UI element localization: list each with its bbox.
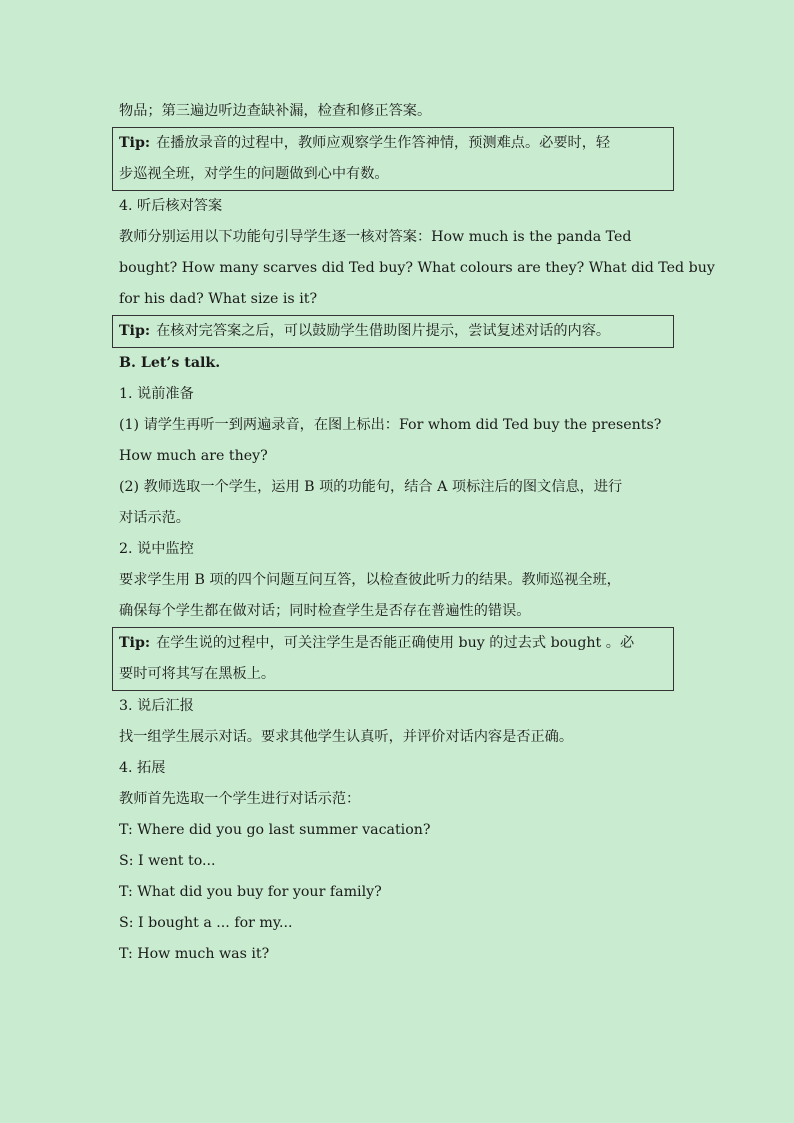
paragraph-line: (2) 教师选取一个学生，运用 B 项的功能句，结合 A 项标注后的图文信息，进行 (119, 479, 623, 495)
section-heading: B. Let’s talk. (119, 355, 221, 371)
paragraph-line: 确保每个学生都在做对话；同时检查学生是否存在普遍性的错误。 (119, 603, 531, 619)
tip-text: 在核对完答案之后，可以鼓励学生借助图片提示，尝试复述对话的内容。 (156, 323, 611, 339)
paragraph-line: 教师分别运用以下功能句引导学生逐一核对答案：How much is the panda Ted (119, 229, 632, 245)
tip-label: Tip: (119, 323, 151, 339)
step-heading: 1. 说前准备 (119, 386, 194, 402)
dialogue-line: T: What did you buy for your family? (119, 884, 382, 900)
tip-text: 步巡视全班，对学生的问题做到心中有数。 (119, 166, 389, 182)
tip-text: 在学生说的过程中，可关注学生是否能正确使用 buy 的过去式 bought 。必 (156, 635, 635, 651)
step-heading: 4. 听后核对答案 (119, 198, 223, 214)
tip-box-2 (112, 315, 674, 348)
tip-text: 要时可将其写在黑板上。 (119, 666, 276, 682)
dialogue-line: S: I bought a ... for my... (119, 915, 293, 931)
tip-box-3 (112, 627, 674, 691)
step-heading: 3. 说后汇报 (119, 698, 194, 714)
paragraph-line: 对话示范。 (119, 510, 190, 526)
paragraph-line: bought? How many scarves did Ted buy? What colours are they? What did Ted buy (119, 260, 715, 276)
dialogue-line: T: Where did you go last summer vacation? (119, 822, 431, 838)
document-page (119, 96, 715, 970)
paragraph-line: How much are they? (119, 448, 268, 464)
paragraph-line: 物品；第三遍边听边查缺补漏，检查和修正答案。 (119, 103, 432, 119)
dialogue-line: T: How much was it? (119, 946, 270, 962)
tip-label: Tip: (119, 635, 151, 651)
paragraph-line: 教师首先选取一个学生进行对话示范： (119, 791, 361, 807)
paragraph-line: (1) 请学生再听一到两遍录音，在图上标出：For whom did Ted buy the presents? (119, 417, 662, 433)
step-heading: 2. 说中监控 (119, 541, 194, 557)
tip-box-1 (112, 127, 674, 191)
tip-text: 在播放录音的过程中，教师应观察学生作答神情，预测难点。必要时，轻 (156, 135, 611, 151)
tip-label: Tip: (119, 135, 151, 151)
paragraph-line: 找一组学生展示对话。要求其他学生认真听，并评价对话内容是否正确。 (119, 729, 574, 745)
paragraph-line: for his dad? What size is it? (119, 291, 318, 307)
paragraph-line: 要求学生用 B 项的四个问题互问互答，以检查彼此听力的结果。教师巡视全班， (119, 572, 621, 588)
dialogue-line: S: I went to... (119, 853, 216, 869)
step-heading: 4. 拓展 (119, 760, 166, 776)
